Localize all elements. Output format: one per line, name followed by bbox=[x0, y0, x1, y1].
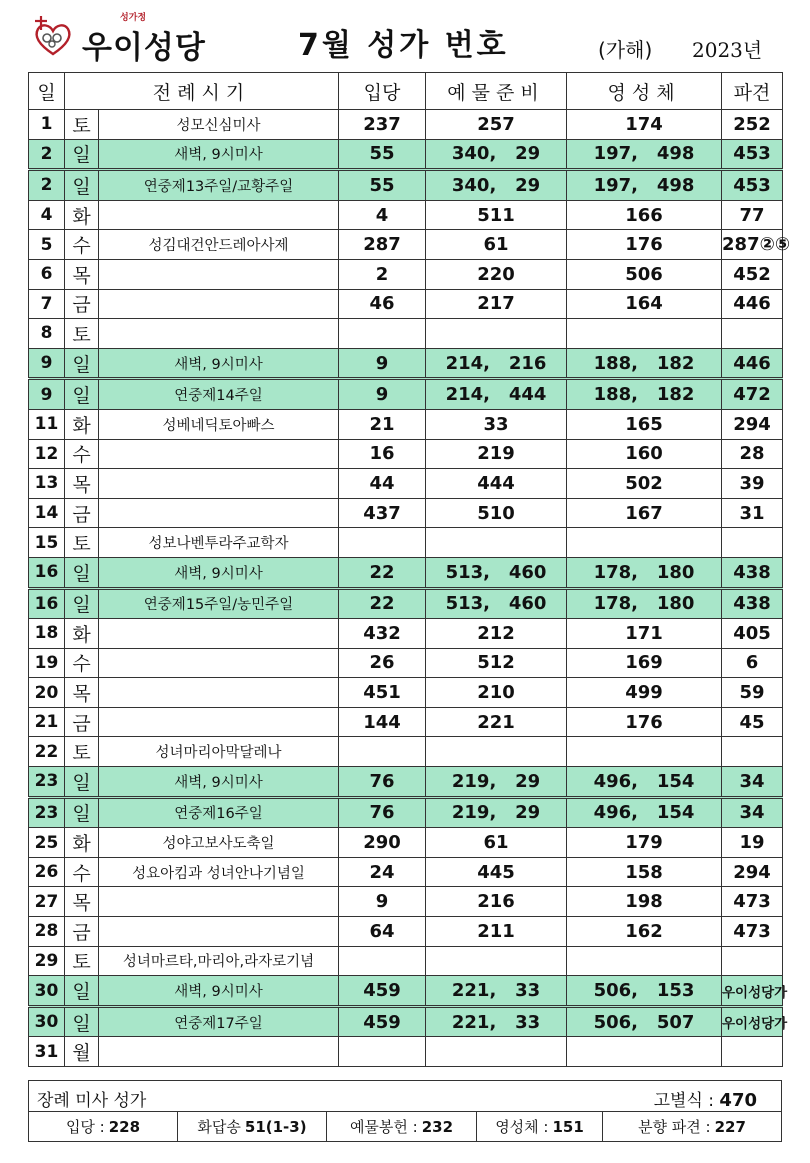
weekday-cell: 화 bbox=[65, 828, 99, 858]
sending-cell: 294 bbox=[722, 409, 783, 439]
weekday-cell: 일 bbox=[65, 170, 99, 201]
entrance-cell: 76 bbox=[339, 767, 426, 798]
entrance-cell: 9 bbox=[339, 348, 426, 379]
day-cell: 9 bbox=[29, 379, 65, 410]
funeral-item-value: 51(1-3) bbox=[244, 1117, 307, 1136]
liturgy-cell: 새벽, 9시미사 bbox=[99, 139, 339, 170]
sending-cell: 473 bbox=[722, 887, 783, 917]
day-cell: 9 bbox=[29, 348, 65, 379]
communion-cell: 165 bbox=[567, 409, 722, 439]
communion-cell bbox=[567, 528, 722, 558]
liturgy-cell bbox=[99, 619, 339, 649]
communion-cell bbox=[567, 1037, 722, 1067]
funeral-item-label: 예물봉헌 : bbox=[349, 1118, 418, 1136]
holy-family-logo-icon bbox=[30, 14, 76, 60]
offertory-cell bbox=[426, 528, 567, 558]
communion-cell: 506, 507 bbox=[567, 1006, 722, 1037]
entrance-cell: 237 bbox=[339, 110, 426, 140]
offertory-cell: 211 bbox=[426, 917, 567, 947]
weekday-cell: 목 bbox=[65, 678, 99, 708]
table-row bbox=[29, 588, 783, 619]
sending-cell: 438 bbox=[722, 588, 783, 619]
liturgy-cell: 새벽, 9시미사 bbox=[99, 557, 339, 588]
liturgy-cell: 성녀마르타,마리아,라자로기념 bbox=[99, 946, 339, 976]
weekday-cell: 토 bbox=[65, 319, 99, 349]
funeral-item-label: 입당 : bbox=[65, 1118, 105, 1136]
year-label: 2023년 bbox=[692, 38, 763, 62]
table-row bbox=[29, 619, 783, 649]
weekday-cell: 목 bbox=[65, 259, 99, 289]
liturgy-cell: 성보나벤투라주교학자 bbox=[99, 528, 339, 558]
entrance-cell: 4 bbox=[339, 200, 426, 230]
communion-cell: 160 bbox=[567, 439, 722, 469]
entrance-cell: 437 bbox=[339, 498, 426, 528]
day-cell: 15 bbox=[29, 528, 65, 558]
weekday-cell: 목 bbox=[65, 469, 99, 499]
funeral-header bbox=[29, 1081, 781, 1112]
liturgy-cell: 성녀마리아막달레나 bbox=[99, 737, 339, 767]
sending-cell: 252 bbox=[722, 110, 783, 140]
page-title: 7월 성가 번호 bbox=[298, 28, 509, 63]
sending-cell: 6 bbox=[722, 648, 783, 678]
weekday-cell: 금 bbox=[65, 498, 99, 528]
liturgy-cell: 성야고보사도축일 bbox=[99, 828, 339, 858]
header-day: 일 bbox=[29, 73, 65, 110]
offertory-cell: 257 bbox=[426, 110, 567, 140]
sending-cell bbox=[722, 1037, 783, 1067]
day-cell: 30 bbox=[29, 976, 65, 1007]
day-cell: 13 bbox=[29, 469, 65, 499]
table-row bbox=[29, 887, 783, 917]
table-row bbox=[29, 648, 783, 678]
sending-cell: 446 bbox=[722, 348, 783, 379]
day-cell: 12 bbox=[29, 439, 65, 469]
sending-cell: 19 bbox=[722, 828, 783, 858]
header-sending: 파견 bbox=[722, 73, 783, 110]
sending-cell: 287②⑤ bbox=[722, 230, 783, 260]
weekday-cell: 일 bbox=[65, 1006, 99, 1037]
funeral-mass-box bbox=[28, 1080, 782, 1142]
offertory-cell: 219, 29 bbox=[426, 797, 567, 828]
entrance-cell: 432 bbox=[339, 619, 426, 649]
weekday-cell: 수 bbox=[65, 230, 99, 260]
farewell-rite bbox=[654, 1086, 757, 1111]
sending-cell: 28 bbox=[722, 439, 783, 469]
liturgy-cell: 새벽, 9시미사 bbox=[99, 976, 339, 1007]
table-row bbox=[29, 767, 783, 798]
weekday-cell: 금 bbox=[65, 289, 99, 319]
communion-cell bbox=[567, 946, 722, 976]
communion-cell: 176 bbox=[567, 707, 722, 737]
sending-cell bbox=[722, 319, 783, 349]
weekday-cell: 일 bbox=[65, 588, 99, 619]
communion-cell: 174 bbox=[567, 110, 722, 140]
farewell-value: 470 bbox=[719, 1090, 757, 1111]
table-row bbox=[29, 139, 783, 170]
table-row bbox=[29, 737, 783, 767]
entrance-cell: 290 bbox=[339, 828, 426, 858]
communion-cell: 167 bbox=[567, 498, 722, 528]
weekday-cell: 화 bbox=[65, 200, 99, 230]
entrance-cell: 55 bbox=[339, 170, 426, 201]
communion-cell: 506 bbox=[567, 259, 722, 289]
offertory-cell bbox=[426, 737, 567, 767]
weekday-cell: 토 bbox=[65, 946, 99, 976]
offertory-cell: 219, 29 bbox=[426, 767, 567, 798]
entrance-cell: 9 bbox=[339, 379, 426, 410]
weekday-cell: 화 bbox=[65, 619, 99, 649]
table-row bbox=[29, 1006, 783, 1037]
table-row bbox=[29, 917, 783, 947]
table-row bbox=[29, 379, 783, 410]
communion-cell: 188, 182 bbox=[567, 348, 722, 379]
header-liturgy: 전례시기 bbox=[65, 73, 339, 110]
entrance-cell: 2 bbox=[339, 259, 426, 289]
sending-cell: 34 bbox=[722, 767, 783, 798]
liturgy-cell bbox=[99, 678, 339, 708]
communion-cell: 506, 153 bbox=[567, 976, 722, 1007]
table-row bbox=[29, 319, 783, 349]
day-cell: 23 bbox=[29, 767, 65, 798]
entrance-cell: 459 bbox=[339, 1006, 426, 1037]
offertory-cell: 214, 444 bbox=[426, 379, 567, 410]
day-cell: 11 bbox=[29, 409, 65, 439]
day-cell: 1 bbox=[29, 110, 65, 140]
offertory-cell: 340, 29 bbox=[426, 139, 567, 170]
table-row bbox=[29, 259, 783, 289]
sending-cell: 405 bbox=[722, 619, 783, 649]
day-cell: 7 bbox=[29, 289, 65, 319]
offertory-cell: 511 bbox=[426, 200, 567, 230]
day-cell: 4 bbox=[29, 200, 65, 230]
weekday-cell: 금 bbox=[65, 707, 99, 737]
weekday-cell: 수 bbox=[65, 648, 99, 678]
liturgy-cell bbox=[99, 498, 339, 528]
funeral-item bbox=[29, 1111, 178, 1142]
communion-cell: 158 bbox=[567, 857, 722, 887]
communion-cell: 176 bbox=[567, 230, 722, 260]
entrance-cell bbox=[339, 528, 426, 558]
weekday-cell: 목 bbox=[65, 887, 99, 917]
communion-cell: 178, 180 bbox=[567, 557, 722, 588]
table-header-row bbox=[29, 73, 783, 110]
funeral-item-value: 228 bbox=[108, 1117, 141, 1136]
weekday-cell: 토 bbox=[65, 528, 99, 558]
liturgy-cell: 연중제15주일/농민주일 bbox=[99, 588, 339, 619]
day-cell: 25 bbox=[29, 828, 65, 858]
entrance-cell: 459 bbox=[339, 976, 426, 1007]
communion-cell: 197, 498 bbox=[567, 139, 722, 170]
liturgy-cell bbox=[99, 917, 339, 947]
funeral-item-label: 분향 파견 : bbox=[638, 1118, 711, 1136]
entrance-cell: 287 bbox=[339, 230, 426, 260]
weekday-cell: 수 bbox=[65, 439, 99, 469]
weekday-cell: 토 bbox=[65, 110, 99, 140]
day-cell: 16 bbox=[29, 557, 65, 588]
entrance-cell bbox=[339, 946, 426, 976]
weekday-cell: 일 bbox=[65, 976, 99, 1007]
sending-cell bbox=[722, 946, 783, 976]
entrance-cell: 55 bbox=[339, 139, 426, 170]
sending-cell: 472 bbox=[722, 379, 783, 410]
table-body bbox=[29, 110, 791, 1067]
hymn-schedule-table bbox=[28, 72, 791, 1067]
entrance-cell: 22 bbox=[339, 557, 426, 588]
funeral-item bbox=[603, 1111, 781, 1142]
offertory-cell: 217 bbox=[426, 289, 567, 319]
entrance-cell: 21 bbox=[339, 409, 426, 439]
entrance-cell: 9 bbox=[339, 887, 426, 917]
entrance-cell: 16 bbox=[339, 439, 426, 469]
day-cell: 28 bbox=[29, 917, 65, 947]
table-row bbox=[29, 439, 783, 469]
liturgy-cell bbox=[99, 200, 339, 230]
communion-cell: 496, 154 bbox=[567, 797, 722, 828]
sending-cell: 우이성당가 bbox=[722, 1006, 783, 1037]
offertory-cell: 512 bbox=[426, 648, 567, 678]
liturgy-cell bbox=[99, 259, 339, 289]
offertory-cell: 444 bbox=[426, 469, 567, 499]
sending-cell: 453 bbox=[722, 139, 783, 170]
weekday-cell: 수 bbox=[65, 857, 99, 887]
entrance-cell: 451 bbox=[339, 678, 426, 708]
table-row bbox=[29, 230, 783, 260]
entrance-cell: 24 bbox=[339, 857, 426, 887]
table-row bbox=[29, 528, 783, 558]
weekday-cell: 금 bbox=[65, 917, 99, 947]
table-row bbox=[29, 348, 783, 379]
table-row bbox=[29, 557, 783, 588]
weekday-cell: 일 bbox=[65, 379, 99, 410]
sending-cell: 45 bbox=[722, 707, 783, 737]
header-offertory: 예물준비 bbox=[426, 73, 567, 110]
communion-cell bbox=[567, 737, 722, 767]
offertory-cell: 445 bbox=[426, 857, 567, 887]
day-cell: 31 bbox=[29, 1037, 65, 1067]
offertory-cell: 221, 33 bbox=[426, 976, 567, 1007]
offertory-cell: 221 bbox=[426, 707, 567, 737]
sending-cell: 39 bbox=[722, 469, 783, 499]
offertory-cell: 212 bbox=[426, 619, 567, 649]
offertory-cell bbox=[426, 319, 567, 349]
liturgy-cell: 성베네딕토아빠스 bbox=[99, 409, 339, 439]
day-cell: 22 bbox=[29, 737, 65, 767]
day-cell: 5 bbox=[29, 230, 65, 260]
weekday-cell: 화 bbox=[65, 409, 99, 439]
sending-cell: 452 bbox=[722, 259, 783, 289]
offertory-cell: 61 bbox=[426, 828, 567, 858]
liturgy-cell bbox=[99, 887, 339, 917]
communion-cell: 179 bbox=[567, 828, 722, 858]
sending-cell bbox=[722, 737, 783, 767]
entrance-cell: 64 bbox=[339, 917, 426, 947]
communion-cell: 198 bbox=[567, 887, 722, 917]
weekday-cell: 월 bbox=[65, 1037, 99, 1067]
communion-cell bbox=[567, 319, 722, 349]
day-cell: 23 bbox=[29, 797, 65, 828]
weekday-cell: 토 bbox=[65, 737, 99, 767]
sending-cell: 59 bbox=[722, 678, 783, 708]
liturgy-cell bbox=[99, 439, 339, 469]
sending-cell: 446 bbox=[722, 289, 783, 319]
funeral-item-value: 227 bbox=[714, 1117, 746, 1136]
logo-subtitle: 성가정 bbox=[120, 13, 147, 23]
table-row bbox=[29, 498, 783, 528]
offertory-cell: 513, 460 bbox=[426, 588, 567, 619]
liturgy-cell: 연중제17주일 bbox=[99, 1006, 339, 1037]
entrance-cell bbox=[339, 319, 426, 349]
logo-text: 우이성당 bbox=[82, 30, 206, 66]
liturgy-cell bbox=[99, 1037, 339, 1067]
table-row bbox=[29, 110, 783, 140]
funeral-item bbox=[178, 1111, 327, 1142]
table-row bbox=[29, 289, 783, 319]
table-row bbox=[29, 857, 783, 887]
sending-cell: 77 bbox=[722, 200, 783, 230]
day-cell: 8 bbox=[29, 319, 65, 349]
weekday-cell: 일 bbox=[65, 348, 99, 379]
day-cell: 14 bbox=[29, 498, 65, 528]
offertory-cell: 219 bbox=[426, 439, 567, 469]
offertory-cell: 214, 216 bbox=[426, 348, 567, 379]
entrance-cell bbox=[339, 1037, 426, 1067]
sending-cell: 294 bbox=[722, 857, 783, 887]
liturgy-cell bbox=[99, 648, 339, 678]
communion-cell: 188, 182 bbox=[567, 379, 722, 410]
communion-cell: 166 bbox=[567, 200, 722, 230]
funeral-item-label: 영성체 : bbox=[495, 1118, 549, 1136]
liturgy-cell: 새벽, 9시미사 bbox=[99, 348, 339, 379]
communion-cell: 499 bbox=[567, 678, 722, 708]
day-cell: 18 bbox=[29, 619, 65, 649]
sending-cell bbox=[722, 528, 783, 558]
day-cell: 16 bbox=[29, 588, 65, 619]
table-row bbox=[29, 976, 783, 1007]
day-cell: 2 bbox=[29, 139, 65, 170]
offertory-cell bbox=[426, 946, 567, 976]
parish-logo bbox=[30, 12, 220, 66]
communion-cell: 169 bbox=[567, 648, 722, 678]
table-row bbox=[29, 946, 783, 976]
communion-cell: 197, 498 bbox=[567, 170, 722, 201]
table-row bbox=[29, 797, 783, 828]
offertory-cell: 210 bbox=[426, 678, 567, 708]
liturgy-cell bbox=[99, 469, 339, 499]
entrance-cell: 26 bbox=[339, 648, 426, 678]
liturgical-cycle: (가해) bbox=[598, 38, 653, 62]
day-cell: 19 bbox=[29, 648, 65, 678]
funeral-item bbox=[327, 1111, 477, 1142]
header-communion: 영성체 bbox=[567, 73, 722, 110]
entrance-cell: 46 bbox=[339, 289, 426, 319]
day-cell: 30 bbox=[29, 1006, 65, 1037]
sending-cell: 438 bbox=[722, 557, 783, 588]
offertory-cell: 513, 460 bbox=[426, 557, 567, 588]
liturgy-cell: 연중제13주일/교황주일 bbox=[99, 170, 339, 201]
funeral-item-label: 화답송 bbox=[197, 1118, 241, 1136]
offertory-cell: 33 bbox=[426, 409, 567, 439]
offertory-cell bbox=[426, 1037, 567, 1067]
liturgy-cell: 성김대건안드레아사제 bbox=[99, 230, 339, 260]
table-row bbox=[29, 170, 783, 201]
liturgy-cell bbox=[99, 319, 339, 349]
funeral-title: 장례 미사 성가 bbox=[37, 1091, 147, 1111]
communion-cell: 162 bbox=[567, 917, 722, 947]
offertory-cell: 216 bbox=[426, 887, 567, 917]
sending-cell: 453 bbox=[722, 170, 783, 201]
liturgy-cell: 성요아킴과 성녀안나기념일 bbox=[99, 857, 339, 887]
farewell-label: 고별식 : bbox=[653, 1091, 715, 1111]
funeral-item-value: 232 bbox=[421, 1117, 454, 1136]
liturgy-cell: 연중제16주일 bbox=[99, 797, 339, 828]
funeral-item bbox=[477, 1111, 603, 1142]
entrance-cell: 76 bbox=[339, 797, 426, 828]
communion-cell: 171 bbox=[567, 619, 722, 649]
table-row bbox=[29, 200, 783, 230]
communion-cell: 496, 154 bbox=[567, 767, 722, 798]
day-cell: 29 bbox=[29, 946, 65, 976]
header-entrance: 입당 bbox=[339, 73, 426, 110]
weekday-cell: 일 bbox=[65, 139, 99, 170]
table-row bbox=[29, 678, 783, 708]
sending-cell: 31 bbox=[722, 498, 783, 528]
day-cell: 20 bbox=[29, 678, 65, 708]
weekday-cell: 일 bbox=[65, 767, 99, 798]
offertory-cell: 221, 33 bbox=[426, 1006, 567, 1037]
offertory-cell: 61 bbox=[426, 230, 567, 260]
funeral-item-value: 151 bbox=[552, 1117, 584, 1136]
liturgy-cell: 새벽, 9시미사 bbox=[99, 767, 339, 798]
weekday-cell: 일 bbox=[65, 797, 99, 828]
day-cell: 27 bbox=[29, 887, 65, 917]
table-row bbox=[29, 469, 783, 499]
liturgy-cell bbox=[99, 707, 339, 737]
table-row bbox=[29, 828, 783, 858]
offertory-cell: 510 bbox=[426, 498, 567, 528]
communion-cell: 502 bbox=[567, 469, 722, 499]
communion-cell: 164 bbox=[567, 289, 722, 319]
sending-cell: 34 bbox=[722, 797, 783, 828]
day-cell: 26 bbox=[29, 857, 65, 887]
entrance-cell: 22 bbox=[339, 588, 426, 619]
communion-cell: 178, 180 bbox=[567, 588, 722, 619]
day-cell: 21 bbox=[29, 707, 65, 737]
entrance-cell bbox=[339, 737, 426, 767]
entrance-cell: 144 bbox=[339, 707, 426, 737]
liturgy-cell: 연중제14주일 bbox=[99, 379, 339, 410]
weekday-cell: 일 bbox=[65, 557, 99, 588]
liturgy-cell bbox=[99, 289, 339, 319]
table-row bbox=[29, 707, 783, 737]
offertory-cell: 340, 29 bbox=[426, 170, 567, 201]
table-row bbox=[29, 409, 783, 439]
day-cell: 2 bbox=[29, 170, 65, 201]
page-header bbox=[0, 0, 810, 70]
sending-cell: 473 bbox=[722, 917, 783, 947]
entrance-cell: 44 bbox=[339, 469, 426, 499]
offertory-cell: 220 bbox=[426, 259, 567, 289]
liturgy-cell: 성모신심미사 bbox=[99, 110, 339, 140]
table-row bbox=[29, 1037, 783, 1067]
sending-cell: 우이성당가 bbox=[722, 976, 783, 1007]
funeral-items bbox=[29, 1111, 781, 1142]
day-cell: 6 bbox=[29, 259, 65, 289]
